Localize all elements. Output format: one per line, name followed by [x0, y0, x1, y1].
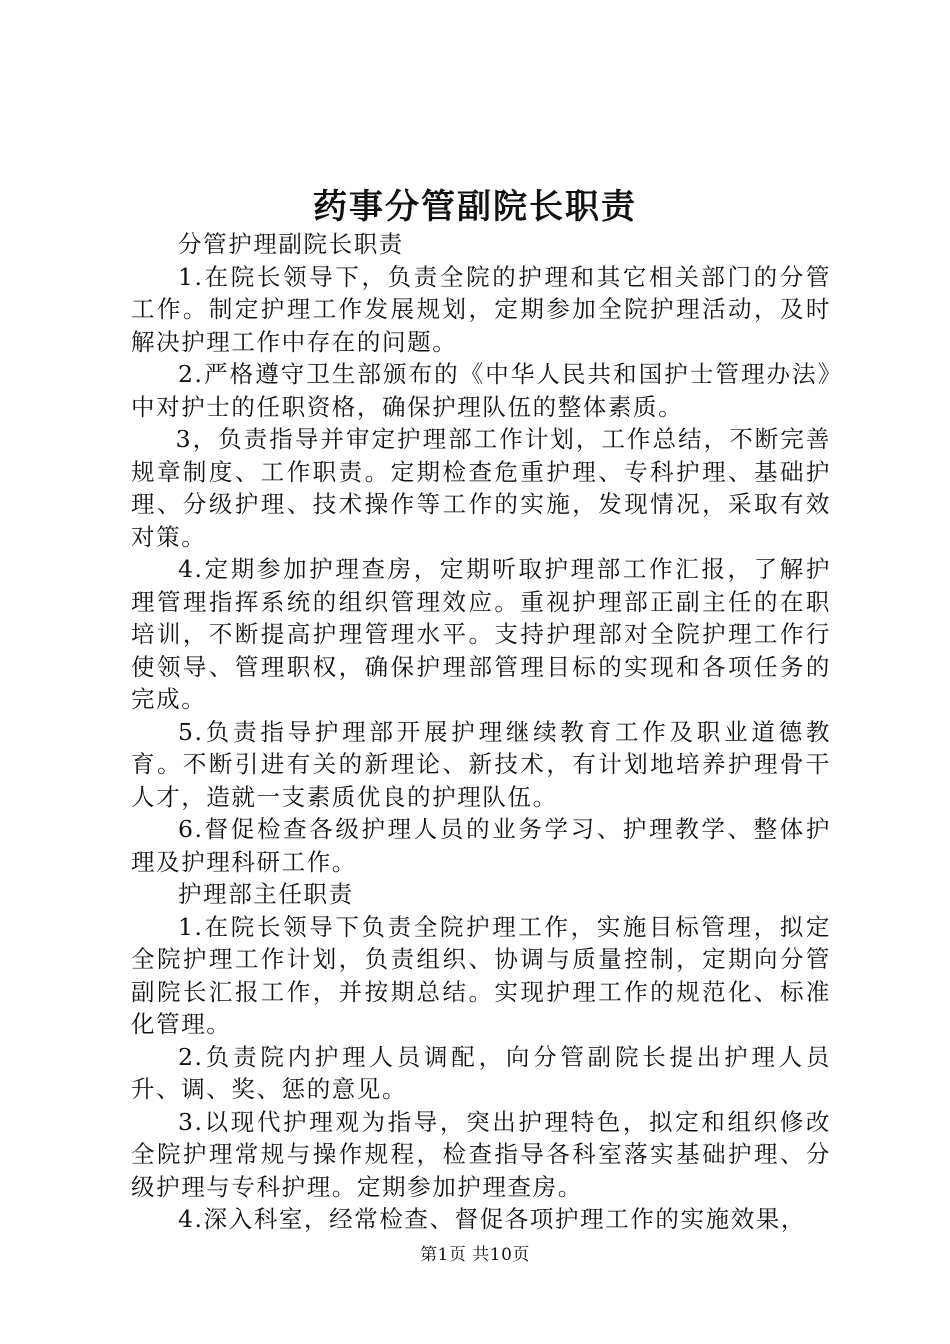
document-body — [131, 228, 831, 1236]
paragraph: 3，负责指导并审定护理部工作计划，工作总结，不断完善规章制度、工作职责。定期检查危重护理、专科护理、基础护理、分级护理、技术操作等工作的实施，发现情况，采取有效对策。 — [131, 425, 831, 551]
paragraph: 6.督促检查各级护理人员的业务学习、护理教学、整体护理及护理科研工作。 — [131, 815, 831, 876]
section-heading: 分管护理副院长职责 — [178, 230, 404, 258]
page-footer: 第1页 共10页 — [420, 1245, 530, 1265]
paragraph: 1.在院长领导下负责全院护理工作，实施目标管理，拟定全院护理工作计划，负责组织、协调与质量控制，定期向分管副院长汇报工作，并按期总结。实现护理工作的规范化、标准化管理。 — [131, 912, 831, 1038]
paragraph: 5.负责指导护理部开展护理继续教育工作及职业道德教育。不断引进有关的新理论、新技术，有计划地培养护理骨干人才，造就一支素质优良的护理队伍。 — [131, 717, 831, 811]
paragraph: 2.负责院内护理人员调配，向分管副院长提出护理人员升、调、奖、惩的意见。 — [131, 1042, 831, 1103]
document-title: 药事分管副院长职责 — [313, 187, 637, 227]
paragraph: 2.严格遵守卫生部颁布的《中华人民共和国护士管理办法》中对护士的任职资格，确保护理队伍的整体素质。 — [131, 360, 831, 421]
paragraph: 4.深入科室，经常检查、督促各项护理工作的实施效果， — [178, 1205, 807, 1233]
paragraph: 4.定期参加护理查房，定期听取护理部工作汇报，了解护理管理指挥系统的组织管理效应。重视护理部正副主任的在职培训，不断提高护理管理水平。支持护理部对全院护理工作行使领导、管理职权，确保护理部管理目标的实现和各项任务的完成。 — [131, 555, 831, 713]
section-heading: 护理部主任职责 — [178, 880, 354, 908]
paragraph: 1.在院长领导下，负责全院的护理和其它相关部门的分管工作。制定护理工作发展规划，定期参加全院护理活动，及时解决护理工作中存在的问题。 — [131, 262, 831, 356]
paragraph: 3.以现代护理观为指导，突出护理特色，拟定和组织修改全院护理常规与操作规程，检查指导各科室落实基础护理、分级护理与专科护理。定期参加护理查房。 — [131, 1107, 831, 1201]
